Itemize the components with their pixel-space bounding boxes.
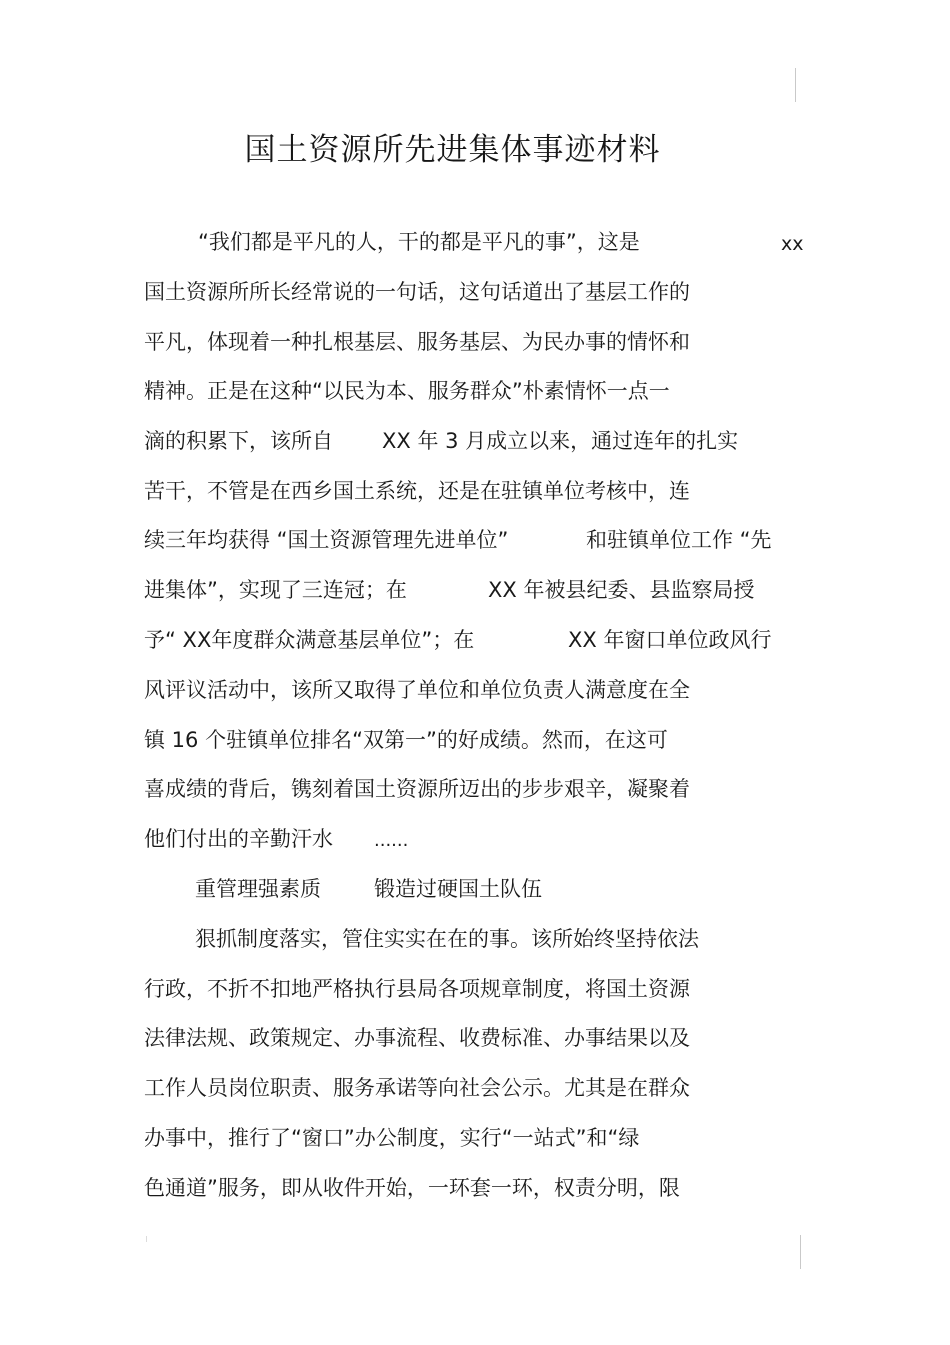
paragraph-line: 行政，不折不扣地严格执行县局各项规章制度，将国土资源 <box>144 977 690 1001</box>
paragraph-line: 苦干，不管是在西乡国土系统，还是在驻镇单位考核中，连 <box>144 479 690 503</box>
paragraph-line: 狠抓制度落实，管住实实在在的事。该所始终坚持依法 <box>195 927 699 951</box>
paragraph-line: xx <box>781 233 804 255</box>
paragraph-line: 办事中，推行了“窗口”办公制度，实行“一站式”和“绿 <box>144 1126 640 1150</box>
paragraph-line: 予“ XX年度群众满意基层单位”；在 <box>144 628 475 652</box>
section-heading: 锻造过硬国土队伍 <box>374 877 542 901</box>
paragraph-line: 精神。正是在这种“以民为本、服务群众”朴素情怀一点一 <box>144 379 670 403</box>
page-corner-mark <box>800 1235 801 1269</box>
paragraph-line: 镇 16 个驻镇单位排名“双第一”的好成绩。然而，在这可 <box>144 728 668 752</box>
section-heading: 重管理强素质 <box>195 877 321 901</box>
page-corner-mark <box>795 68 796 102</box>
paragraph-line: ...... <box>374 830 409 851</box>
paragraph-line: 喜成绩的背后，镌刻着国土资源所迈出的步步艰辛，凝聚着 <box>144 777 690 801</box>
paragraph-line: 他们付出的辛勤汗水 <box>144 827 333 851</box>
paragraph-line: 法律法规、政策规定、办事流程、收费标准、办事结果以及 <box>144 1026 690 1050</box>
paragraph-line: XX 年窗口单位政风行 <box>568 628 772 652</box>
paragraph-line: 工作人员岗位职责、服务承诺等向社会公示。尤其是在群众 <box>144 1076 690 1100</box>
paragraph-line: XX 年被县纪委、县监察局授 <box>488 578 755 602</box>
paragraph-line: 国土资源所所长经常说的一句话，这句话道出了基层工作的 <box>144 280 690 304</box>
document-title: 国土资源所先进集体事迹材料 <box>244 132 661 168</box>
paragraph-line: 平凡，体现着一种扎根基层、服务基层、为民办事的情怀和 <box>144 330 690 354</box>
paragraph-line: 进集体”，实现了三连冠；在 <box>144 578 407 602</box>
paragraph-line: 和驻镇单位工作 “先 <box>586 528 772 552</box>
paragraph-line: XX 年 3 月成立以来，通过连年的扎实 <box>382 429 739 453</box>
paragraph-line: 滴的积累下，该所自 <box>144 429 333 453</box>
paragraph-line: 色通道”服务，即从收件开始，一环套一环，权责分明，限 <box>144 1176 680 1200</box>
paragraph-line: 风评议活动中，该所又取得了单位和单位负责人满意度在全 <box>144 678 690 702</box>
paragraph-line: “我们都是平凡的人，干的都是平凡的事”，这是 <box>198 230 640 254</box>
paragraph-line: 续三年均获得 “国土资源管理先进单位” <box>144 528 509 552</box>
page-corner-mark <box>146 1236 147 1242</box>
